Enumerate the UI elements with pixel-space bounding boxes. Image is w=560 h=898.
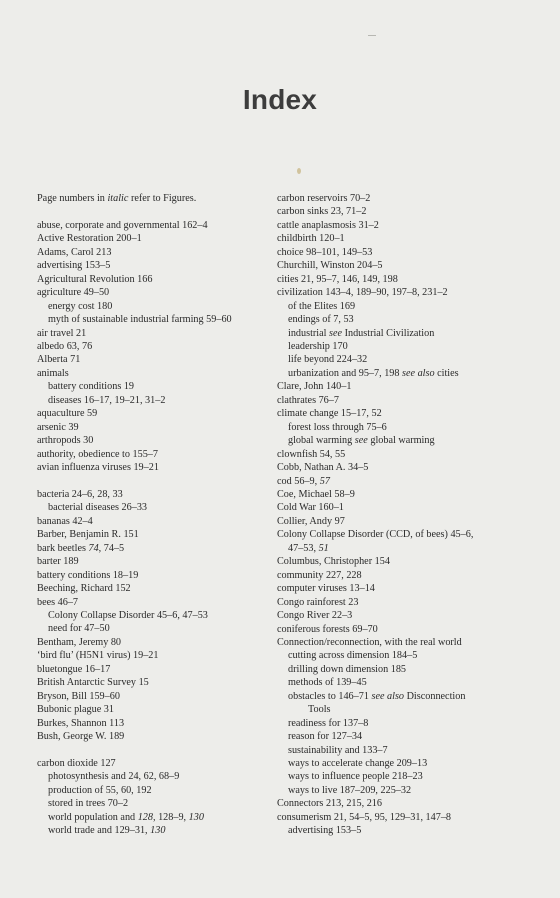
index-subentry	[37, 824, 262, 837]
entry-text: Disconnection	[404, 690, 466, 702]
index-entry	[277, 380, 527, 393]
index-entry	[277, 219, 527, 232]
index-entry	[37, 327, 262, 340]
index-entry	[37, 367, 262, 380]
index-subentry	[37, 300, 262, 313]
index-entry	[37, 569, 262, 582]
entry-text: methods of 139–45	[288, 677, 367, 689]
entry-text: diseases 16–17, 19–21, 31–2	[48, 394, 166, 406]
index-entry	[277, 205, 527, 218]
entry-text: clownfish 54, 55	[277, 448, 346, 460]
entry-text: readiness for 137–8	[288, 717, 369, 729]
index-intro	[37, 192, 262, 205]
index-entry	[277, 232, 527, 245]
entry-text: aquaculture 59	[37, 408, 98, 420]
entry-text: Barber, Benjamin R. 151	[37, 529, 139, 541]
index-entry	[37, 434, 262, 447]
entry-italic: 128,	[137, 811, 156, 823]
index-subentry	[277, 784, 527, 797]
entry-text: Cold War 160–1	[277, 502, 344, 514]
entry-text: production of 55, 60, 192	[48, 784, 152, 796]
entry-text: ‘bird flu’ (H5N1 virus) 19–21	[37, 650, 159, 662]
index-subentry	[277, 717, 527, 730]
entry-text: sustainability and 133–7	[288, 744, 388, 756]
entry-text: need for 47–50	[48, 623, 110, 635]
entry-text: carbon dioxide 127	[37, 757, 116, 769]
entry-text: Colony Collapse Disorder (CCD, of bees) 45–6,	[277, 529, 474, 541]
index-entry	[277, 555, 527, 568]
entry-text: air travel 21	[37, 327, 87, 339]
entry-text: Colony Collapse Disorder 45–6, 47–53	[48, 610, 208, 622]
index-entry	[37, 649, 262, 662]
entry-text: choice 98–101, 149–53	[277, 246, 373, 258]
index-subentry	[277, 770, 527, 783]
intro-italic: italic	[107, 193, 129, 204]
entry-italic: 130	[150, 825, 166, 837]
entry-text: consumerism 21, 54–5, 95, 129–31, 147–8	[277, 811, 452, 823]
index-entry	[37, 353, 262, 366]
index-entry	[277, 582, 527, 595]
entry-text: authority, obedience to 155–7	[37, 448, 158, 460]
entry-text: stored in trees 70–2	[48, 798, 129, 810]
index-entry	[37, 757, 262, 770]
entry-italic: 130	[188, 811, 204, 823]
index-subentry	[277, 421, 527, 434]
index-subentry	[277, 676, 527, 689]
index-entry	[37, 676, 262, 689]
entry-text: cities	[434, 367, 459, 379]
entry-text: Tools	[308, 704, 331, 716]
index-entry	[277, 636, 527, 649]
entry-text: industrial	[288, 327, 330, 339]
entry-text: avian influenza viruses 19–21	[37, 462, 159, 474]
entry-text: bacteria 24–6, 28, 33	[37, 488, 123, 500]
entry-text: photosynthesis and 24, 62, 68–9	[48, 771, 180, 783]
index-subentry	[277, 703, 527, 716]
index-entry	[277, 569, 527, 582]
index-entry	[277, 461, 527, 474]
index-entry	[277, 273, 527, 286]
entry-text: childbirth 120–1	[277, 233, 345, 245]
spacer	[37, 475, 262, 488]
index-subentry	[37, 313, 262, 326]
entry-text: arsenic 39	[37, 421, 79, 433]
index-entry	[37, 690, 262, 703]
entry-text: Industrial Civilization	[342, 327, 435, 339]
entry-text: of the Elites 169	[288, 300, 356, 312]
entry-text: energy cost 180	[48, 300, 113, 312]
entry-text: 74–5	[101, 542, 125, 554]
entry-text: climate change 15–17, 52	[277, 408, 382, 420]
spacer	[37, 744, 262, 757]
entry-text: endings of 7, 53	[288, 314, 354, 326]
index-entry	[277, 192, 527, 205]
entry-text: British Antarctic Survey 15	[37, 677, 149, 689]
index-subentry	[277, 744, 527, 757]
entry-text: leadership 170	[288, 340, 348, 352]
entry-text: Bentham, Jeremy 80	[37, 636, 122, 648]
ink-spot	[297, 168, 301, 174]
entry-text: Columbus, Christopher 154	[277, 556, 390, 568]
index-entry	[277, 407, 527, 420]
index-subentry	[277, 542, 527, 555]
index-entry	[37, 703, 262, 716]
index-entry	[37, 340, 262, 353]
index-entry	[277, 448, 527, 461]
entry-text: civilization 143–4, 189–90, 197–8, 231–2	[277, 287, 448, 299]
index-entry	[37, 232, 262, 245]
entry-text: barter 189	[37, 556, 79, 568]
entry-text: animals	[37, 367, 69, 379]
index-entry	[277, 515, 527, 528]
index-entry	[37, 596, 262, 609]
entry-italic: see also	[402, 367, 435, 379]
entry-text: drilling down dimension 185	[288, 663, 407, 675]
index-subentry	[37, 770, 262, 783]
index-entry	[37, 286, 262, 299]
entry-text: arthropods 30	[37, 435, 94, 447]
index-entry	[37, 488, 262, 501]
entry-text: obstacles to 146–71	[288, 690, 372, 702]
index-entry	[277, 528, 527, 541]
index-entry	[277, 501, 527, 514]
index-entry	[37, 636, 262, 649]
index-subentry	[277, 690, 527, 703]
index-entry	[37, 448, 262, 461]
index-entry	[37, 273, 262, 286]
entry-text: cattle anaplasmosis 31–2	[277, 219, 379, 231]
entry-text: bees 46–7	[37, 596, 79, 608]
index-entry	[277, 797, 527, 810]
index-entry	[37, 717, 262, 730]
index-subentry	[277, 824, 527, 837]
entry-text: agriculture 49–50	[37, 287, 110, 299]
index-subentry	[37, 784, 262, 797]
index-entry	[37, 407, 262, 420]
index-subentry	[37, 394, 262, 407]
entry-text: life beyond 224–32	[288, 354, 368, 366]
entry-text: albedo 63, 76	[37, 340, 93, 352]
intro-text: Page numbers in	[37, 193, 108, 204]
index-entries-right	[277, 192, 527, 838]
entry-text: global warming	[367, 435, 435, 447]
index-entry	[37, 582, 262, 595]
entry-text: ways to influence people 218–23	[288, 771, 423, 783]
index-subentry	[37, 609, 262, 622]
spacer	[37, 205, 262, 218]
index-entries-left	[37, 219, 262, 838]
index-entry	[277, 811, 527, 824]
index-entry	[37, 461, 262, 474]
page-mark-dash	[368, 35, 376, 36]
index-entry	[37, 421, 262, 434]
entry-text: advertising 153–5	[288, 825, 362, 837]
entry-text: clathrates 76–7	[277, 394, 339, 406]
entry-text: Agricultural Revolution 166	[37, 273, 153, 285]
entry-text: computer viruses 13–14	[277, 583, 375, 595]
index-entry	[277, 259, 527, 272]
entry-text: Congo rainforest 23	[277, 596, 359, 608]
entry-text: Active Restoration 200–1	[37, 233, 142, 245]
index-entry	[277, 394, 527, 407]
entry-text: ways to accelerate change 209–13	[288, 758, 428, 770]
index-subentry	[277, 663, 527, 676]
entry-text: cod 56–9,	[277, 475, 320, 487]
entry-text: battery conditions 19	[48, 381, 135, 393]
entry-text: bacterial diseases 26–33	[48, 502, 148, 514]
entry-italic: see	[354, 435, 368, 447]
entry-text: abuse, corporate and governmental 162–4	[37, 219, 208, 231]
index-entry	[277, 623, 527, 636]
entry-text: Congo River 22–3	[277, 610, 353, 622]
entry-text: forest loss through 75–6	[288, 421, 387, 433]
index-entry	[37, 246, 262, 259]
entry-text: world population and	[48, 811, 138, 823]
entry-text: reason for 127–34	[288, 731, 363, 743]
index-entry	[277, 246, 527, 259]
entry-text: world trade and 129–31,	[48, 825, 151, 837]
index-entry	[37, 259, 262, 272]
index-entry	[277, 609, 527, 622]
entry-text: Coe, Michael 58–9	[277, 488, 355, 500]
index-subentry	[277, 367, 527, 380]
entry-text: carbon sinks 23, 71–2	[277, 206, 367, 218]
entry-text: 47–53,	[288, 542, 319, 554]
index-subentry	[277, 730, 527, 743]
index-column-left	[37, 192, 262, 838]
entry-italic: see	[329, 327, 343, 339]
entry-text: Alberta 71	[37, 354, 81, 366]
page-title: Index	[242, 84, 318, 115]
index-column-right	[277, 192, 527, 838]
entry-text: Collier, Andy 97	[277, 515, 345, 527]
entry-text: bananas 42–4	[37, 515, 93, 527]
entry-text: ways to live 187–209, 225–32	[288, 784, 412, 796]
index-subentry	[277, 757, 527, 770]
entry-text: community 227, 228	[277, 569, 362, 581]
index-subentry	[37, 797, 262, 810]
index-entry	[37, 219, 262, 232]
entry-text: battery conditions 18–19	[37, 569, 139, 581]
index-entry	[37, 555, 262, 568]
index-entry	[37, 528, 262, 541]
index-subentry	[277, 353, 527, 366]
entry-italic: 57	[319, 475, 330, 487]
entry-text: Bush, George W. 189	[37, 731, 125, 743]
entry-text: advertising 153–5	[37, 260, 111, 272]
entry-italic: see also	[371, 690, 405, 702]
entry-text: urbanization and 95–7, 198	[288, 367, 403, 379]
index-entry	[37, 515, 262, 528]
entry-text: bluetongue 16–17	[37, 663, 111, 675]
index-subentry	[37, 501, 262, 514]
index-subentry	[277, 649, 527, 662]
entry-text: carbon reservoirs 70–2	[277, 193, 371, 204]
index-subentry	[37, 380, 262, 393]
index-subentry	[37, 811, 262, 824]
index-subentry	[277, 327, 527, 340]
intro-text-end: refer to Figures.	[128, 193, 197, 204]
entry-text: 128–9,	[155, 811, 189, 823]
entry-text: myth of sustainable industrial farming 59–60	[48, 314, 232, 326]
entry-text: coniferous forests 69–70	[277, 623, 378, 635]
index-entry	[277, 488, 527, 501]
index-subentry	[277, 434, 527, 447]
entry-text: Burkes, Shannon 113	[37, 717, 125, 729]
entry-text: bark beetles	[37, 542, 89, 554]
index-subentry	[277, 340, 527, 353]
index-entry	[37, 730, 262, 743]
index-entry	[277, 475, 527, 488]
index-entry	[277, 286, 527, 299]
index-entry	[37, 542, 262, 555]
index-subentry	[37, 622, 262, 635]
entry-italic: 51	[318, 542, 329, 554]
entry-text: Bryson, Bill 159–60	[37, 690, 120, 702]
entry-text: Bubonic plague 31	[37, 704, 114, 716]
entry-text: Beeching, Richard 152	[37, 583, 131, 595]
entry-text: cutting across dimension 184–5	[288, 650, 418, 662]
entry-text: Connectors 213, 215, 216	[277, 798, 382, 810]
index-entry	[277, 596, 527, 609]
entry-text: Cobb, Nathan A. 34–5	[277, 462, 369, 474]
index-subentry	[277, 313, 527, 326]
entry-text: Churchill, Winston 204–5	[277, 260, 383, 272]
entry-text: Adams, Carol 213	[37, 246, 112, 258]
entry-text: cities 21, 95–7, 146, 149, 198	[277, 273, 398, 285]
entry-text: global warming	[288, 435, 355, 447]
entry-italic: 74,	[88, 542, 102, 554]
index-subentry	[277, 300, 527, 313]
entry-text: Clare, John 140–1	[277, 381, 352, 393]
index-entry	[37, 663, 262, 676]
entry-text: Connection/reconnection, with the real world	[277, 636, 462, 648]
